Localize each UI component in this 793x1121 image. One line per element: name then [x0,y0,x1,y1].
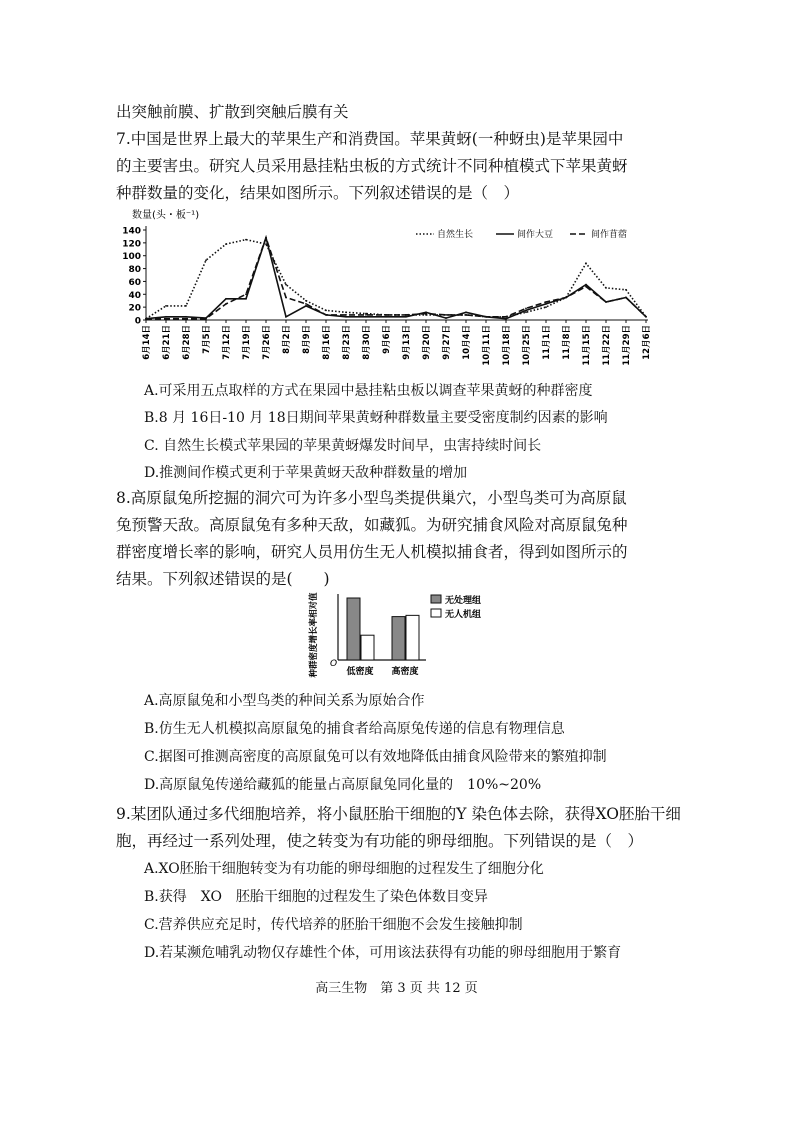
q7-stem-line3: 种群数量的变化，结果如图所示。下列叙述错误的是（ ） [116,184,520,202]
chart2-bar [392,617,405,660]
q9-option-a: A.XO胚胎干细胞转变为有功能的卵母细胞的过程发生了细胞分化 [144,861,544,877]
chart1-data-point [265,243,267,245]
chart1-data-point [505,318,507,320]
chart1-data-point [425,313,427,315]
chart1-x-tick-label: 8月16日 [322,325,332,360]
chart2-legend-label: 无处理组 [445,596,482,606]
chart1-data-point [165,318,167,320]
chart1-x-tick-label: 11月8日 [562,325,572,360]
q7-stem-line1: 7.中国是世界上最大的苹果生产和消费国。苹果黄蚜(一种蚜虫)是苹果园中 [116,130,624,148]
q8-stem-line2: 兔预警天敌。高原鼠兔有多种天敌，如藏狐。为研究捕食风险对高原鼠兔种 [116,516,628,534]
chart1-x-tick-label: 10月11日 [482,325,492,366]
chart1-data-point [365,316,367,318]
chart1-x-tick-label: 11月15日 [582,325,592,366]
q7-option-d: D.推测间作模式更利于苹果黄蚜天敌种群数量的增加 [144,465,468,481]
chart2-bar [347,598,360,660]
q8-option-c: C.据图可推测高密度的高原鼠兔可以有效地降低由捕食风险带来的繁殖抑制 [144,749,607,765]
chart1-data-point [265,237,267,239]
chart1-data-point [545,303,547,305]
q7-stem-line2: 的主要害虫。研究人员采用悬挂粘虫板的方式统计不同种植模式下苹果黄蚜 [116,157,628,175]
q9-option-b: B.获得 XO 胚胎干细胞的过程发生了染色体数目变异 [144,889,488,905]
q9-stem-line1: 9.某团队通过多代细胞培养，将小鼠胚胎干细胞的Y 染色体去除，获得XO胚胎干细 [116,805,681,823]
chart1-data-point [545,306,547,308]
chart2-ylabel: 种群密度增长率相对值 [309,592,319,678]
chart1-y-tick-label: 100 [122,252,141,263]
chart1-data-point [185,316,187,318]
chart1-data-point [405,316,407,318]
chart1-data-point [565,297,567,299]
chart1-x-tick-label: 8月23日 [342,325,352,360]
chart1-ylabel: 数量(头・板⁻¹) [132,210,200,221]
chart1-data-point [225,303,227,305]
q7-option-b: B.8 月 16日-10 月 18日期间苹果黄蚜种群数量主要受密度制约因素的影响 [144,410,608,426]
chart1-x-tick-label: 8月9日 [302,325,312,354]
chart1-data-point [205,318,207,320]
chart1-data-point [385,316,387,318]
q8-stem-line3: 群密度增长率的影响，研究人员用仿生无人机模拟捕食者，得到如图所示的 [116,543,628,561]
chart2-bar [406,615,419,660]
chart1-legend-label: 间作苜蓿 [591,230,628,240]
q7-option-a: A.可采用五点取样的方式在果园中悬挂粘虫板以调查苹果黄蚜的种群密度 [144,383,593,399]
chart1-data-point [285,316,287,318]
chart1-data-point [245,298,247,300]
chart1-data-point [465,314,467,316]
chart1-x-tick-label: 8月30日 [362,325,372,360]
chart1-data-point [305,303,307,305]
chart1-data-point [505,316,507,318]
chart2-legend-label: 无人机组 [445,610,482,620]
chart1-data-point [545,301,547,303]
chart1-data-point [345,316,347,318]
chart1-legend-label: 自然生长 [437,230,474,240]
chart1-y-tick-label: 140 [122,226,141,237]
chart1-y-tick-label: 80 [128,265,141,276]
q8-option-d: D.高原鼠兔传递给藏狐的能量占高原鼠兔同化量的 10%~20% [144,777,542,793]
q8-option-a: A.高原鼠兔和小型鸟类的种间关系为原始合作 [144,693,425,709]
chart1-data-point [165,316,167,318]
chart1-data-point [445,317,447,319]
chart1-data-point [585,263,587,265]
q8-option-b: B.仿生无人机模拟高原鼠兔的捕食者给高原兔传递的信息有物理信息 [144,721,565,737]
chart1-data-point [245,293,247,295]
chart1-x-tick-label: 7月19日 [242,325,252,360]
chart1-data-point [605,301,607,303]
chart1-y-tick-label: 20 [128,303,141,314]
chart1-data-point [585,286,587,288]
chart1-data-point [225,298,227,300]
chart1-x-tick-label: 9月13日 [402,325,412,360]
chart1-data-point [625,297,627,299]
chart1-x-tick-label: 9月6日 [382,325,392,354]
chart2-origin: O [330,659,338,669]
chart1-x-tick-label: 6月14日 [142,325,152,360]
chart1-data-point [445,314,447,316]
chart2-legend-swatch [431,595,441,603]
chart1-data-point [305,300,307,302]
chart1-data-point [645,316,647,318]
chart1-data-point [165,305,167,307]
chart1-data-point [345,311,347,313]
q8-stem-line1: 8.高原鼠兔所挖掘的洞穴可为许多小型鸟类提供巢穴，小型鸟类可为高原鼠 [116,489,627,507]
chart1-x-tick-label: 11月29日 [622,325,632,366]
chart1-x-tick-label: 10月25日 [522,325,532,366]
chart1-data-point [605,287,607,289]
chart1-data-point [525,309,527,311]
chart1-data-point [625,289,627,291]
chart1-data-point [285,284,287,286]
chart1-data-point [525,308,527,310]
chart1-series-line [146,238,646,319]
chart1-x-tick-label: 7月12日 [222,325,232,360]
chart1-y-tick-label: 120 [122,239,141,250]
chart1-data-point [525,311,527,313]
chart1-x-tick-label: 12月6日 [642,325,652,360]
chart1-data-point [385,314,387,316]
chart1-x-tick-label: 6月28日 [182,325,192,360]
chart1-data-point [185,318,187,320]
chart2-x-label: 高密度 [391,667,419,677]
chart2-x-label: 低密度 [346,667,374,677]
chart1-data-point [145,318,147,320]
page-footer: 高三生物 第 3 页 共 12 页 [315,981,478,996]
chart1-y-tick-label: 40 [128,290,141,301]
chart1-series-line [146,238,646,319]
chart1-data-point [225,243,227,245]
chart1-x-tick-label: 6月21日 [162,325,172,360]
chart1-data-point [485,316,487,318]
chart1-x-tick-label: 9月20日 [422,325,432,360]
chart1-data-point [365,314,367,316]
q7-option-c: C. 自然生长模式苹果园的苹果黄蚜爆发时间早，虫害持续时间长 [144,438,542,454]
chart1-data-point [325,314,327,316]
chart1-x-tick-label: 7月5日 [202,325,212,354]
pika-bar-chart [298,590,498,680]
aphid-line-chart [118,204,658,372]
q9-stem-line2: 胞，再经过一系列处理，使之转变为有功能的卵母细胞。下列错误的是（ ） [116,832,644,850]
chart2-legend-swatch [431,609,441,617]
chart2-bar [361,635,374,660]
chart1-data-point [185,305,187,307]
chart1-x-tick-label: 11月22日 [602,325,612,366]
chart1-y-tick-label: 0 [134,316,141,327]
chart1-series-line [146,240,646,319]
chart1-x-tick-label: 10月4日 [462,325,472,360]
prev-question-tail: 出突触前膜、扩散到突触后膜有关 [116,103,349,121]
q9-option-c: C.营养供应充足时，传代培养的胚胎干细胞不会发生接触抑制 [144,917,523,933]
q8-stem-line4: 结果。下列叙述错误的是( ) [116,570,330,588]
chart1-data-point [585,284,587,286]
q9-option-d: D.若某濒危哺乳动物仅存雄性个体，可用该法获得有功能的卵母细胞用于繁育 [144,945,622,961]
chart1-data-point [285,297,287,299]
chart1-x-tick-label: 9月27日 [442,325,452,360]
chart1-legend-label: 间作大豆 [517,230,554,240]
chart1-data-point [465,311,467,313]
chart1-x-tick-label: 8月2日 [282,325,292,354]
chart1-data-point [325,309,327,311]
chart1-y-tick-label: 60 [128,277,141,288]
chart1-data-point [405,314,407,316]
chart1-x-tick-label: 10月18日 [502,325,512,366]
chart1-x-tick-label: 7月26日 [262,325,272,360]
chart1-data-point [245,239,247,241]
chart1-data-point [345,314,347,316]
chart1-data-point [205,259,207,261]
chart1-x-tick-label: 11月1日 [542,325,552,360]
chart1-data-point [305,305,307,307]
